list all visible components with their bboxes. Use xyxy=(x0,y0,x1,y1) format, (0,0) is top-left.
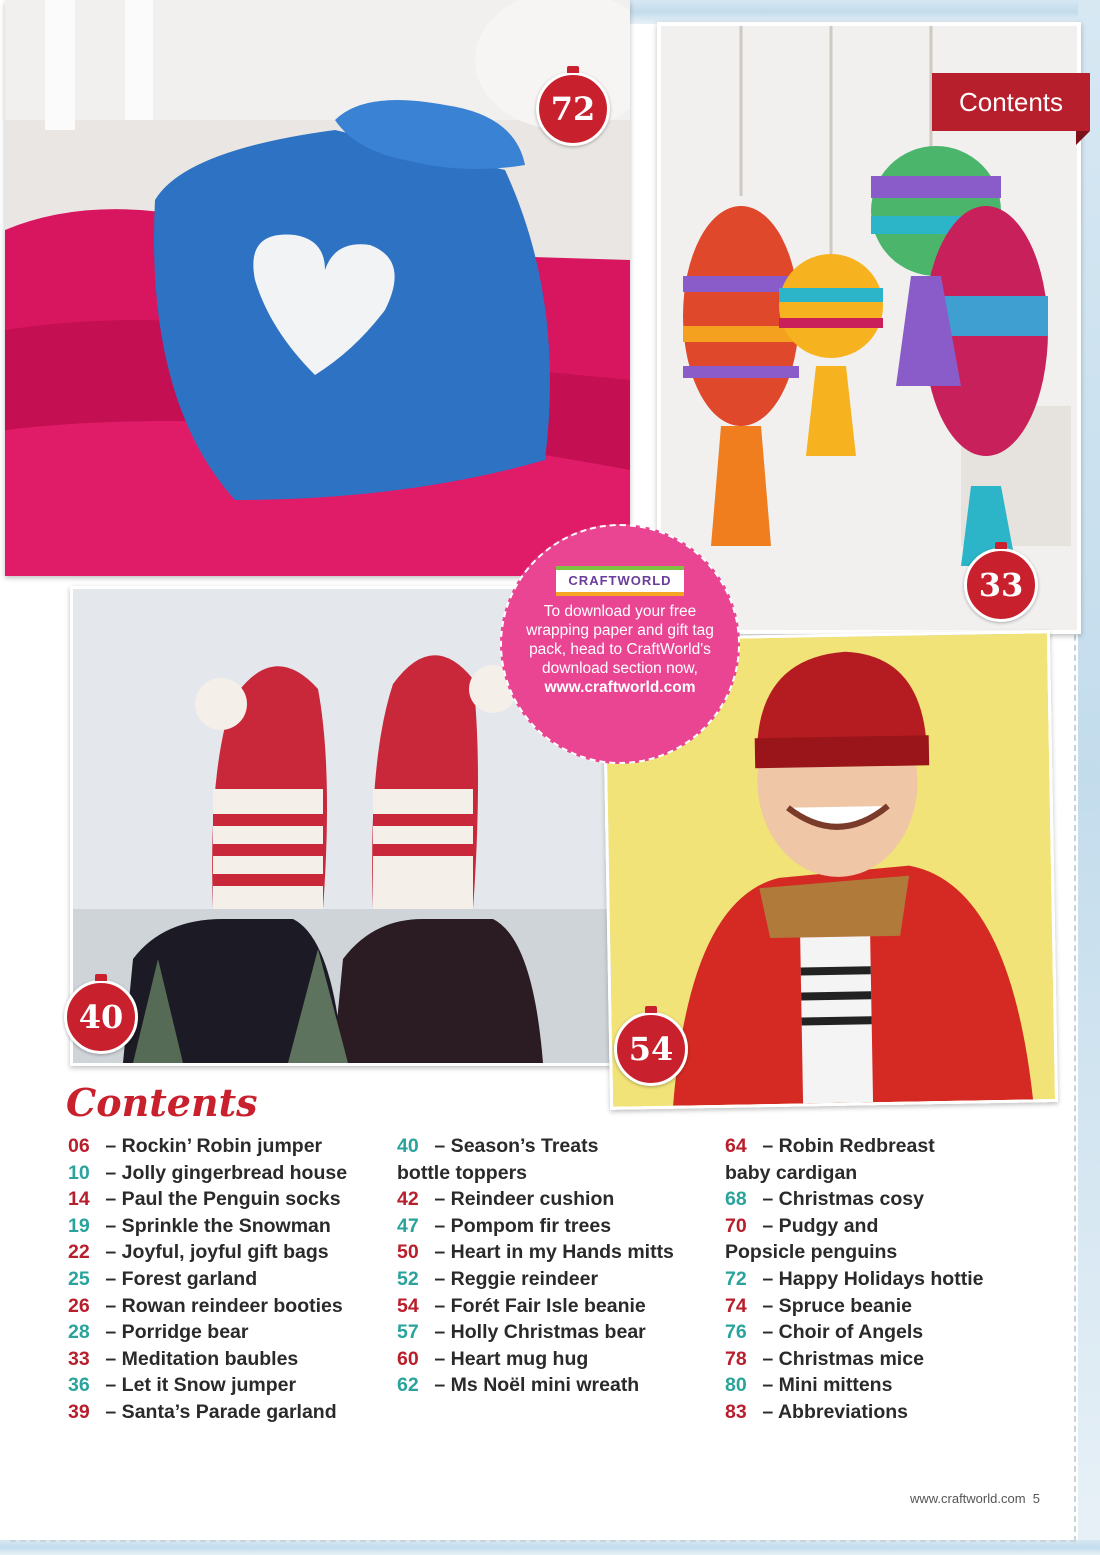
contents-entry xyxy=(68,1186,347,1213)
contents-entry xyxy=(68,1266,347,1293)
entry-page-number: 78 xyxy=(725,1347,747,1370)
entry-page-number: 40 xyxy=(397,1135,419,1157)
entry-title: – Jolly gingerbread house xyxy=(105,1161,348,1184)
entry-page-number: 62 xyxy=(397,1374,419,1397)
entry-title: – Forét Fair Isle beanie xyxy=(434,1294,646,1317)
contents-entry xyxy=(397,1239,674,1266)
entry-page-number: 52 xyxy=(397,1267,419,1290)
entry-page-number: 60 xyxy=(397,1347,419,1370)
contents-entry xyxy=(68,1213,347,1240)
entry-title: – Robin Redbreast xyxy=(762,1135,935,1157)
entry-page-number: 80 xyxy=(725,1374,747,1397)
download-promo-circle xyxy=(500,524,740,764)
contents-entry xyxy=(725,1213,983,1240)
entry-title: – Reindeer cushion xyxy=(434,1188,615,1211)
contents-heading: Contents xyxy=(66,1080,258,1125)
contents-entry xyxy=(68,1346,347,1373)
craftworld-logo: CRAFTWORLD xyxy=(556,566,684,596)
entry-page-number: 10 xyxy=(68,1161,90,1184)
contents-column-1 xyxy=(68,1133,347,1426)
entry-title: – Paul the Penguin socks xyxy=(105,1188,341,1211)
entry-page-number: 68 xyxy=(725,1188,747,1211)
entry-page-number: 39 xyxy=(68,1400,90,1423)
contents-entry xyxy=(68,1133,347,1160)
contents-entry xyxy=(725,1133,983,1160)
entry-title: – Mini mittens xyxy=(762,1374,893,1397)
contents-entry xyxy=(68,1319,347,1346)
promo-url-link[interactable]: www.craftworld.com xyxy=(544,679,696,696)
entry-page-number: 06 xyxy=(68,1135,90,1157)
entry-page-number: 33 xyxy=(68,1347,90,1370)
page-number: 5 xyxy=(1032,1491,1040,1506)
entry-title-continued: Popsicle penguins xyxy=(725,1241,898,1264)
entry-title: – Christmas cosy xyxy=(762,1188,924,1211)
contents-entry xyxy=(397,1133,674,1160)
entry-title-continued: baby cardigan xyxy=(725,1161,858,1184)
page-badge-40: 40 xyxy=(64,980,138,1054)
entry-title: – Porridge bear xyxy=(105,1321,249,1344)
entry-title: – Rowan reindeer booties xyxy=(105,1294,343,1317)
footer-site: www.craftworld.com xyxy=(909,1491,1026,1506)
contents-entry xyxy=(397,1319,674,1346)
contents-column-2 xyxy=(397,1133,674,1399)
entry-title: – Christmas mice xyxy=(762,1347,924,1370)
background-right-edge xyxy=(1078,0,1100,1555)
entry-page-number: 70 xyxy=(725,1214,747,1237)
entry-page-number: 72 xyxy=(725,1267,747,1290)
contents-entry xyxy=(68,1239,347,1266)
contents-entry xyxy=(397,1186,674,1213)
entry-page-number: 19 xyxy=(68,1214,90,1237)
background-top-right xyxy=(630,0,1100,24)
contents-entry xyxy=(397,1372,674,1399)
contents-column-3 xyxy=(725,1133,983,1426)
page-badge-33: 33 xyxy=(964,548,1038,622)
entry-title: – Meditation baubles xyxy=(105,1347,299,1370)
entry-title: – Pudgy and xyxy=(762,1214,879,1237)
contents-entry xyxy=(725,1372,983,1399)
contents-entry xyxy=(397,1213,674,1240)
entry-page-number: 14 xyxy=(68,1188,90,1211)
contents-entry xyxy=(725,1266,983,1293)
promo-message: To download your free wrapping paper and gift tag pack, head to CraftWorld's download section now, xyxy=(526,603,714,677)
entry-page-number: 42 xyxy=(397,1188,419,1211)
entry-title: – Sprinkle the Snowman xyxy=(105,1214,331,1237)
contents-entry xyxy=(725,1346,983,1373)
contents-entry xyxy=(68,1399,347,1426)
entry-page-number: 54 xyxy=(397,1294,419,1317)
page-badge-54: 54 xyxy=(614,1012,688,1086)
entry-title: – Spruce beanie xyxy=(762,1294,912,1317)
entry-title: – Heart mug hug xyxy=(434,1347,589,1370)
entry-title: – Reggie reindeer xyxy=(434,1267,599,1290)
entry-page-number: 28 xyxy=(68,1321,90,1344)
contents-entry xyxy=(397,1293,674,1320)
entry-title: – Season’s Treats xyxy=(434,1135,599,1157)
background-bottom-edge xyxy=(0,1540,1100,1555)
entry-page-number: 26 xyxy=(68,1294,90,1317)
entry-title-continued: bottle toppers xyxy=(397,1161,527,1184)
entry-title: – Ms Noël mini wreath xyxy=(434,1374,640,1397)
entry-page-number: 74 xyxy=(725,1294,747,1317)
contents-entry xyxy=(397,1266,674,1293)
contents-entry xyxy=(68,1293,347,1320)
entry-title: – Santa’s Parade garland xyxy=(105,1400,337,1423)
entry-page-number: 64 xyxy=(725,1135,747,1157)
page-badge-72: 72 xyxy=(536,72,610,146)
entry-page-number: 50 xyxy=(397,1241,419,1264)
contents-entry xyxy=(725,1399,983,1426)
entry-page-number: 57 xyxy=(397,1321,419,1344)
entry-title: – Abbreviations xyxy=(762,1400,908,1423)
contents-entry xyxy=(725,1186,983,1213)
entry-page-number: 47 xyxy=(397,1214,419,1237)
entry-title: – Joyful, joyful gift bags xyxy=(105,1241,329,1264)
entry-title: – Forest garland xyxy=(105,1267,258,1290)
entry-title: – Heart in my Hands mitts xyxy=(434,1241,674,1264)
entry-title: – Holly Christmas bear xyxy=(434,1321,646,1344)
entry-title: – Let it Snow jumper xyxy=(105,1374,297,1397)
contents-entry xyxy=(68,1372,347,1399)
contents-entry xyxy=(725,1293,983,1320)
entry-page-number: 22 xyxy=(68,1241,90,1264)
page-footer xyxy=(910,1491,1040,1506)
contents-entry xyxy=(397,1346,674,1373)
entry-title: – Pompom fir trees xyxy=(434,1214,612,1237)
photo-heart-hot-water-bottle xyxy=(5,0,630,576)
section-tab-contents: Contents xyxy=(932,73,1090,131)
entry-page-number: 25 xyxy=(68,1267,90,1290)
entry-page-number: 36 xyxy=(68,1374,90,1397)
entry-title: – Choir of Angels xyxy=(762,1321,924,1344)
entry-title: – Happy Holidays hottie xyxy=(762,1267,984,1290)
contents-entry xyxy=(68,1160,347,1187)
entry-page-number: 83 xyxy=(725,1400,747,1423)
entry-title: – Rockin’ Robin jumper xyxy=(105,1135,323,1157)
entry-page-number: 76 xyxy=(725,1321,747,1344)
contents-entry xyxy=(725,1319,983,1346)
